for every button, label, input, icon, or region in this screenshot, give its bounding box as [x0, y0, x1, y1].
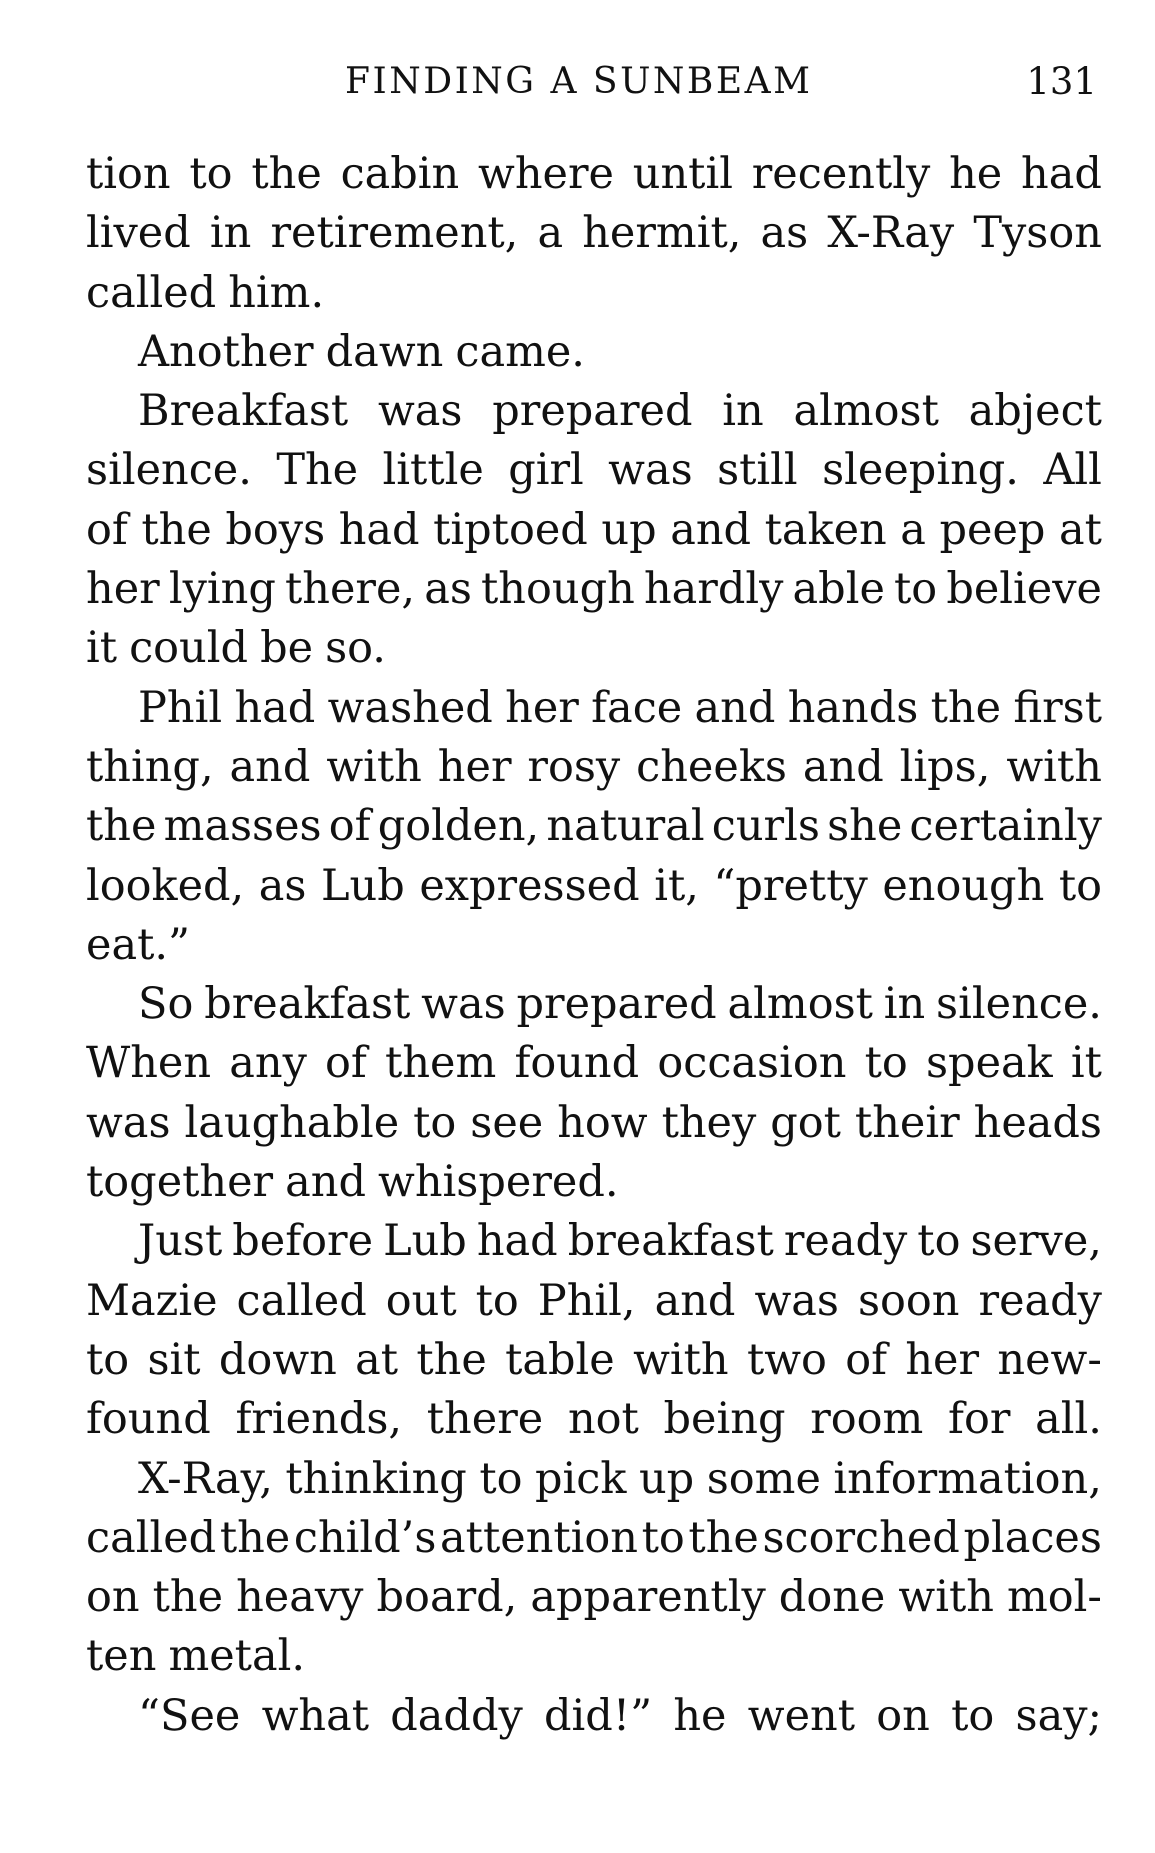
word: the — [688, 1512, 759, 1563]
word: with — [1006, 741, 1102, 792]
word: mol- — [1007, 1572, 1102, 1623]
word: it, — [654, 860, 699, 911]
word: to — [917, 1216, 961, 1267]
word: friends, — [235, 1394, 403, 1445]
word: to — [479, 1453, 523, 1504]
word: a — [900, 504, 926, 555]
word: scorched — [762, 1512, 960, 1563]
word: child’s — [293, 1512, 437, 1563]
word: dawn — [325, 326, 444, 377]
word: of — [86, 504, 128, 555]
word: cabin — [340, 149, 460, 199]
word: certainly — [909, 801, 1102, 852]
word: silence. — [936, 979, 1102, 1030]
word: Just — [138, 1216, 223, 1267]
text-line — [86, 1212, 1102, 1271]
word: to — [1058, 860, 1102, 911]
word: of — [325, 1038, 367, 1089]
word: “pretty — [713, 860, 868, 911]
word: and — [229, 741, 311, 792]
word: lips, — [899, 741, 991, 792]
word: he — [673, 1690, 727, 1741]
word: the — [930, 682, 1002, 733]
word: though — [481, 564, 635, 615]
word: thinking — [285, 1453, 467, 1504]
word: new- — [997, 1334, 1102, 1385]
word: before — [232, 1216, 374, 1267]
running-title: FINDING A SUNBEAM — [345, 61, 813, 102]
word: found — [514, 1038, 640, 1089]
page-number: 131 — [1026, 60, 1097, 103]
word: see — [470, 1097, 544, 1148]
word: her — [86, 564, 160, 615]
word: sleeping. — [822, 445, 1019, 496]
text-line — [86, 1390, 1102, 1449]
word: her — [437, 741, 512, 792]
word: metal. — [168, 1631, 306, 1682]
word: to — [189, 149, 233, 199]
word: almost — [793, 386, 939, 437]
word: lying — [168, 564, 276, 615]
word: prepared — [492, 386, 693, 437]
word: X-Ray, — [138, 1453, 273, 1504]
word: abject — [968, 386, 1102, 437]
word: together — [86, 1157, 274, 1208]
word: So — [138, 979, 194, 1030]
word: a — [537, 208, 564, 259]
word: whispered. — [378, 1157, 619, 1208]
word: say; — [1015, 1690, 1102, 1741]
text-line — [86, 1509, 1102, 1568]
word: the — [141, 504, 212, 555]
word: two — [746, 1334, 827, 1385]
text-line — [86, 204, 1102, 263]
word: some — [706, 1453, 821, 1504]
word: hardly — [643, 564, 784, 615]
word: where — [478, 149, 614, 199]
word: so. — [325, 623, 386, 674]
word: attention — [440, 1512, 638, 1563]
word: places — [963, 1512, 1102, 1563]
word: Lub — [383, 1216, 467, 1267]
word: being — [663, 1394, 786, 1445]
word: any — [229, 1038, 307, 1089]
word: there — [426, 1394, 544, 1445]
word: was — [421, 979, 506, 1030]
word: face — [591, 682, 683, 733]
word: what — [261, 1690, 370, 1741]
word: The — [276, 445, 359, 496]
word: retirement, — [270, 208, 519, 259]
word: at — [1059, 504, 1102, 555]
word: and — [694, 682, 776, 733]
word: to — [641, 1512, 685, 1563]
word: eat.” — [86, 919, 191, 970]
word: soon — [857, 1275, 960, 1326]
word: ten — [86, 1631, 157, 1682]
word: the — [86, 801, 157, 852]
word: first — [1013, 682, 1102, 733]
word: her — [505, 682, 579, 733]
word: up — [601, 504, 657, 555]
word: board, — [376, 1572, 518, 1623]
word: cheeks — [636, 741, 787, 792]
word: of — [328, 801, 371, 852]
word: down — [218, 1334, 337, 1385]
word: Lub — [321, 860, 405, 911]
word: in — [883, 979, 926, 1030]
word: done — [778, 1572, 886, 1623]
word: and — [285, 1157, 367, 1208]
word: breakfast — [204, 979, 411, 1030]
word: for — [948, 1394, 1011, 1445]
word: washed — [327, 682, 493, 733]
word: ready — [783, 1216, 908, 1267]
word: was — [608, 445, 693, 496]
word: golden, — [377, 801, 540, 852]
word: their — [854, 1097, 960, 1148]
word: heavy — [236, 1572, 364, 1623]
word: called — [236, 1275, 367, 1326]
word: Tyson — [973, 208, 1102, 259]
word: pick — [535, 1453, 627, 1504]
word: with — [633, 1334, 729, 1385]
word: X-Ray — [827, 208, 955, 259]
text-line — [86, 1094, 1102, 1153]
word: it — [1070, 1038, 1102, 1089]
word: was — [377, 386, 463, 437]
word: Mazie — [86, 1275, 218, 1326]
word: did!” — [544, 1690, 653, 1741]
word: be — [260, 623, 314, 674]
word: of — [845, 1334, 888, 1385]
text-line — [86, 382, 1102, 441]
word: hands — [787, 682, 919, 733]
text-line — [86, 857, 1102, 916]
body-text — [86, 145, 1102, 1746]
word: peep — [939, 504, 1046, 555]
word: the — [152, 1572, 224, 1623]
text-line — [86, 1450, 1102, 1509]
word: occasion — [657, 1038, 847, 1089]
word: ready — [978, 1275, 1102, 1326]
word: them — [385, 1038, 497, 1089]
word: Breakfast — [138, 386, 349, 437]
word: tiptoed — [433, 504, 588, 555]
word: thing, — [86, 741, 214, 792]
word: Phil — [138, 682, 223, 733]
word: masses — [163, 801, 322, 852]
word: prepared — [516, 979, 717, 1030]
text-line — [86, 1153, 1102, 1212]
word: came. — [455, 326, 585, 377]
word: to — [951, 1690, 995, 1741]
word: the — [219, 1512, 291, 1563]
text-line — [86, 264, 1102, 323]
text-line — [86, 679, 1102, 738]
word: almost — [727, 979, 873, 1030]
word: When — [86, 1038, 212, 1089]
text-line — [86, 1687, 1102, 1746]
text-line — [86, 916, 1102, 975]
word: information, — [833, 1453, 1102, 1504]
word: had — [234, 682, 316, 733]
text-line — [86, 323, 1102, 382]
word: him. — [228, 267, 325, 318]
text-line — [86, 501, 1102, 560]
text-line — [86, 1034, 1102, 1093]
word: they — [661, 1097, 757, 1148]
word: in — [722, 386, 764, 437]
word: on — [86, 1572, 140, 1623]
word: up — [638, 1453, 695, 1504]
text-line — [86, 145, 1102, 204]
word: in — [209, 208, 252, 259]
word: apparently — [530, 1572, 766, 1623]
text-line — [86, 619, 1102, 678]
word: laughable — [184, 1097, 400, 1148]
word: found — [86, 1394, 211, 1445]
word: natural — [546, 801, 705, 852]
word: there, — [284, 564, 416, 615]
word: and — [802, 741, 884, 792]
word: little — [382, 445, 484, 496]
word: was — [86, 1097, 171, 1148]
word: tion — [86, 149, 171, 199]
text-line — [86, 1272, 1102, 1331]
word: and — [670, 504, 752, 555]
word: on — [876, 1690, 930, 1741]
word: room — [810, 1394, 924, 1445]
word: taken — [764, 504, 887, 555]
word: to — [86, 1334, 130, 1385]
text-line — [86, 738, 1102, 797]
text-line — [86, 975, 1102, 1034]
word: until — [632, 149, 733, 199]
text-line — [86, 797, 1102, 856]
word: her — [905, 1334, 980, 1385]
text-line — [86, 1331, 1102, 1390]
word: serve, — [970, 1216, 1102, 1267]
word: Phil, — [537, 1275, 636, 1326]
word: called — [86, 1512, 217, 1563]
word: with — [326, 741, 422, 792]
word: the — [416, 1334, 487, 1385]
word: enough — [882, 860, 1045, 911]
word: had — [1021, 149, 1102, 199]
word: got — [770, 1097, 841, 1148]
text-line — [86, 441, 1102, 500]
word: boys — [225, 504, 326, 555]
word: expressed — [419, 860, 640, 911]
word: still — [717, 445, 798, 496]
word: believe — [946, 564, 1102, 615]
word: all. — [1035, 1394, 1102, 1445]
word: out — [385, 1275, 457, 1326]
word: as — [760, 208, 809, 259]
text-line — [86, 1568, 1102, 1627]
word: to — [894, 564, 938, 615]
word: at — [355, 1334, 399, 1385]
word: with — [898, 1572, 994, 1623]
word: the — [251, 149, 322, 199]
word: daddy — [390, 1690, 523, 1741]
word: called — [86, 267, 217, 318]
word: sit — [147, 1334, 201, 1385]
running-head — [0, 52, 1155, 112]
word: lived — [86, 208, 191, 259]
word: “See — [138, 1690, 241, 1741]
word: it — [86, 623, 118, 674]
text-line — [86, 1627, 1102, 1686]
word: not — [567, 1394, 639, 1445]
word: speak — [925, 1038, 1053, 1089]
word: to — [413, 1097, 457, 1148]
word: as — [424, 564, 472, 615]
word: looked, — [86, 860, 245, 911]
word: had — [476, 1216, 558, 1267]
word: silence. — [86, 445, 252, 496]
word: could — [129, 623, 249, 674]
word: curls — [711, 801, 820, 852]
word: rosy — [527, 741, 621, 792]
word: to — [864, 1038, 908, 1089]
word: and — [654, 1275, 736, 1326]
word: girl — [508, 445, 584, 496]
word: how — [557, 1097, 648, 1148]
word: went — [747, 1690, 855, 1741]
word: as — [258, 860, 307, 911]
word: All — [1043, 445, 1102, 496]
word: he — [949, 149, 1003, 199]
word: recently — [751, 149, 931, 199]
word: she — [827, 801, 903, 852]
word: Another — [138, 326, 314, 377]
text-line — [86, 560, 1102, 619]
word: breakfast — [567, 1216, 774, 1267]
word: hermit, — [582, 208, 742, 259]
word: heads — [973, 1097, 1102, 1148]
word: able — [792, 564, 885, 615]
word: had — [338, 504, 420, 555]
word: table — [505, 1334, 615, 1385]
word: to — [475, 1275, 519, 1326]
word: was — [754, 1275, 839, 1326]
